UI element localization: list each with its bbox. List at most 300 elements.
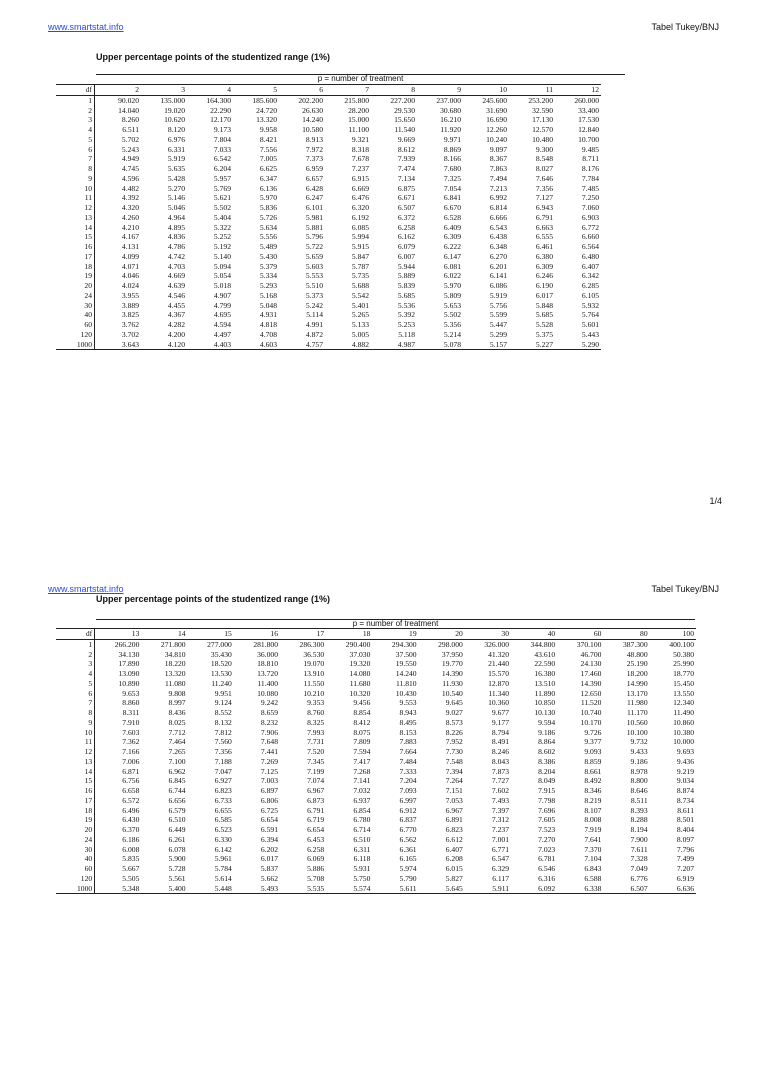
df-cell: 19 (56, 815, 95, 825)
column-header: 18 (326, 629, 372, 640)
table-cell: 5.443 (581, 329, 599, 339)
table-row (56, 340, 601, 350)
table-cell: 387.300 (622, 639, 648, 649)
table-cell: 36.530 (303, 649, 325, 659)
table-cell: 8.346 (584, 786, 602, 796)
table-cell: 6.309 (443, 232, 461, 242)
table-cell: 9.485 (581, 144, 599, 154)
table-cell: 5.493 (234, 884, 280, 894)
table-cell: 135.000 (160, 95, 185, 105)
table-cell: 14.040 (118, 105, 139, 115)
table-cell: 202.200 (298, 95, 323, 105)
table-row (56, 164, 601, 174)
table-cell: 6.780 (353, 815, 371, 825)
table-cell: 10.740 (580, 708, 602, 718)
table-cell: 5.932 (581, 300, 599, 310)
table-cell: 18.520 (210, 659, 232, 669)
table-cell: 5.447 (489, 320, 507, 330)
table-cell: 8.025 (168, 717, 186, 727)
column-header: 11 (509, 85, 555, 96)
table-cell: 9.186 (630, 756, 648, 766)
table-cell: 7.494 (489, 173, 507, 183)
table-cell: 9.951 (214, 688, 232, 698)
table-row (56, 708, 696, 718)
table-cell: 5.046 (167, 203, 185, 213)
table-cell: 7.523 (538, 825, 556, 835)
table-cell: 13.720 (257, 669, 278, 679)
table-cell: 5.994 (351, 232, 369, 242)
table-cell: 6.348 (489, 242, 507, 252)
table-cell: 9.433 (630, 747, 648, 757)
table-cell: 22.290 (210, 105, 231, 115)
table-cell: 5.835 (122, 854, 140, 864)
table-cell: 4.931 (259, 310, 277, 320)
table-cell: 21.440 (488, 659, 510, 669)
table-cell: 5.634 (259, 222, 277, 232)
table-cell: 5.430 (259, 251, 277, 261)
table-cell: 9.093 (584, 747, 602, 757)
table-cell: 271.800 (160, 639, 186, 649)
table-cell: 7.915 (538, 786, 556, 796)
table-cell: 9.034 (676, 776, 694, 786)
table-cell: 5.685 (397, 290, 415, 300)
table-cell: 370.100 (576, 639, 602, 649)
table-row (56, 135, 601, 145)
df-cell: 19 (56, 271, 95, 281)
table-row (56, 845, 696, 855)
table-cell: 7.100 (168, 756, 186, 766)
table-cell: 7.727 (491, 776, 510, 786)
df-cell: 17 (56, 796, 95, 806)
table-row (56, 757, 696, 767)
df-cell: 24 (56, 835, 95, 845)
site-link[interactable]: www.smartstat.info (48, 22, 124, 32)
column-header: 6 (279, 85, 325, 96)
column-header-df: df (56, 85, 95, 96)
table-cell: 7.166 (122, 747, 140, 757)
table-cell: 6.660 (581, 232, 599, 242)
table-cell: 8.913 (305, 134, 323, 144)
table-cell: 12.840 (578, 125, 599, 135)
table-cell: 6.564 (581, 242, 599, 252)
table-cell: 5.448 (188, 884, 234, 894)
table-cell: 7.394 (445, 766, 463, 776)
table-cell: 11.540 (394, 125, 415, 135)
table-cell: 6.162 (397, 232, 415, 242)
table-header-row (56, 629, 696, 640)
table-cell: 6.891 (445, 815, 463, 825)
column-header-df: df (56, 629, 95, 640)
table-cell: 5.784 (214, 864, 232, 874)
table-cell: 6.791 (307, 805, 325, 815)
table-cell: 4.546 (167, 290, 185, 300)
table-cell: 13.320 (164, 669, 186, 679)
table-row (56, 271, 601, 281)
table-cell: 7.356 (535, 183, 553, 193)
table-group-header: p = number of treatment (96, 74, 625, 83)
table-cell: 6.845 (168, 776, 186, 786)
table-cell: 9.693 (676, 747, 694, 757)
table-cell: 8.794 (491, 727, 510, 737)
table-cell: 6.992 (489, 193, 507, 203)
df-cell: 11 (56, 193, 95, 203)
table-cell: 4.046 (121, 271, 139, 281)
table-cell: 8.176 (581, 164, 599, 174)
table-cell: 7.199 (307, 766, 325, 776)
table-cell: 5.265 (351, 310, 369, 320)
table-cell: 7.520 (307, 747, 325, 757)
table-cell: 7.250 (581, 193, 599, 203)
table-cell: 4.669 (167, 271, 185, 281)
df-cell: 8 (56, 708, 95, 718)
table-cell: 6.186 (122, 834, 140, 844)
table-cell: 400.100 (669, 639, 694, 649)
table-row (56, 679, 696, 689)
table-cell: 90.020 (118, 95, 139, 105)
table-cell: 12.170 (210, 115, 231, 125)
table-cell: 6.915 (351, 173, 369, 183)
table-cell: 8.232 (260, 717, 278, 727)
table-cell: 6.912 (399, 805, 417, 815)
table-row (56, 689, 696, 699)
table-cell: 5.750 (353, 873, 371, 883)
table-cell: 8.311 (122, 708, 140, 718)
table-cell: 6.342 (581, 271, 599, 281)
table-cell: 7.906 (260, 727, 278, 737)
df-cell: 5 (56, 679, 95, 689)
table-cell: 8.288 (630, 815, 648, 825)
table-cell: 6.625 (259, 164, 277, 174)
table-cell: 6.316 (538, 873, 556, 883)
table-cell: 6.528 (443, 212, 461, 222)
table-cell: 5.981 (305, 212, 323, 222)
table-cell: 7.812 (214, 727, 232, 737)
column-header: 19 (372, 629, 418, 640)
table-cell: 6.380 (535, 251, 553, 261)
table-cell: 286.300 (299, 639, 325, 649)
column-header: 80 (603, 629, 649, 640)
table-cell: 5.919 (167, 154, 185, 164)
table-cell: 19.070 (303, 659, 325, 669)
table-cell: 4.282 (167, 320, 185, 330)
table-cell: 12.650 (580, 688, 602, 698)
df-cell: 120 (56, 330, 95, 340)
table-cell: 8.859 (584, 756, 602, 766)
table-cell: 10.000 (673, 737, 694, 747)
table-cell: 6.843 (584, 864, 602, 874)
table-row (56, 106, 601, 116)
table-cell: 6.585 (214, 815, 232, 825)
table-cell: 6.258 (397, 222, 415, 232)
table-cell: 8.860 (122, 698, 140, 708)
column-header: 10 (463, 85, 509, 96)
table-cell: 5.827 (445, 873, 463, 883)
table-cell: 5.192 (213, 242, 231, 252)
table-cell: 4.745 (121, 164, 139, 174)
table-cell: 29.530 (394, 105, 415, 115)
table-cell: 5.836 (259, 203, 277, 213)
df-cell: 16 (56, 242, 95, 252)
table-cell: 5.168 (259, 290, 277, 300)
table-cell: 5.735 (351, 271, 369, 281)
table-cell: 6.654 (307, 825, 325, 835)
df-cell: 14 (56, 223, 95, 233)
table-cell: 6.330 (214, 834, 232, 844)
table-cell: 6.873 (307, 795, 325, 805)
table-cell: 24.720 (256, 105, 277, 115)
table-cell: 5.970 (259, 193, 277, 203)
df-cell: 24 (56, 291, 95, 301)
table-cell: 6.572 (122, 795, 140, 805)
table-cell: 6.311 (353, 844, 371, 854)
df-cell: 17 (56, 252, 95, 262)
df-cell: 18 (56, 806, 95, 816)
column-header: 4 (187, 85, 233, 96)
table-cell: 8.075 (353, 727, 371, 737)
df-cell: 3 (56, 115, 95, 125)
table-cell: 11.080 (164, 678, 186, 688)
table-cell: 6.117 (492, 873, 510, 883)
df-cell: 20 (56, 825, 95, 835)
document-page-2 (0, 562, 768, 1074)
table-cell: 4.497 (213, 329, 231, 339)
table-cell: 7.646 (535, 173, 553, 183)
table-cell: 4.964 (167, 212, 185, 222)
column-header: 14 (141, 629, 187, 640)
table-cell: 14.240 (302, 115, 323, 125)
table-cell: 6.897 (260, 786, 278, 796)
table-cell: 5.688 (351, 281, 369, 291)
table-cell: 8.611 (677, 805, 694, 815)
column-header: 60 (557, 629, 603, 640)
table-row (56, 125, 601, 135)
table-cell: 30.680 (440, 105, 461, 115)
table-cell: 5.510 (305, 281, 323, 291)
table-cell: 4.836 (167, 232, 185, 242)
table-cell: 5.489 (259, 242, 277, 252)
table-cell: 7.417 (353, 756, 371, 766)
table-cell: 9.173 (213, 125, 231, 135)
table-cell: 290.400 (345, 639, 371, 649)
table-cell: 4.991 (305, 320, 323, 330)
df-cell: 2 (56, 106, 95, 116)
table-cell: 34.810 (164, 649, 186, 659)
table-cell: 3.889 (121, 300, 139, 310)
table-cell: 185.600 (252, 95, 277, 105)
table-cell: 6.666 (489, 212, 507, 222)
table-cell: 8.612 (397, 144, 415, 154)
table-cell: 10.240 (486, 134, 507, 144)
table-cell: 4.799 (213, 300, 231, 310)
site-link[interactable]: www.smartstat.info (48, 584, 124, 594)
table-cell: 4.024 (121, 281, 139, 291)
table-cell: 6.781 (538, 854, 556, 864)
table-row (56, 330, 601, 340)
table-cell: 6.507 (397, 203, 415, 213)
table-cell: 3.643 (95, 340, 142, 350)
table-cell: 8.646 (630, 786, 648, 796)
table-cell: 6.461 (535, 242, 553, 252)
table-cell: 19.550 (395, 659, 417, 669)
table-cell: 10.080 (257, 688, 278, 698)
table-cell: 4.895 (167, 222, 185, 232)
table-cell: 12.570 (532, 125, 553, 135)
table-cell: 10.620 (164, 115, 185, 125)
table-cell: 9.377 (584, 737, 602, 747)
table-cell: 10.170 (580, 717, 602, 727)
table-cell: 8.548 (535, 154, 553, 164)
df-cell: 40 (56, 854, 95, 864)
table-cell: 7.972 (305, 144, 323, 154)
table-cell: 7.127 (535, 193, 553, 203)
table-cell: 10.100 (626, 727, 648, 737)
table-cell: 7.648 (260, 737, 278, 747)
table-row (56, 815, 696, 825)
table-cell: 5.373 (305, 290, 323, 300)
table-cell: 7.312 (491, 815, 510, 825)
table-cell: 5.769 (213, 183, 231, 193)
table-cell: 6.320 (351, 203, 369, 213)
document-tag: Tabel Tukey/BNJ (651, 584, 719, 594)
table-cell: 31.690 (486, 105, 507, 115)
table-cell: 5.502 (213, 203, 231, 213)
table-cell: 6.523 (214, 825, 232, 835)
table-cell: 5.796 (305, 232, 323, 242)
table-cell: 13.910 (303, 669, 325, 679)
table-cell: 8.153 (399, 727, 417, 737)
table-cell: 22.590 (534, 659, 556, 669)
table-cell: 6.136 (259, 183, 277, 193)
table-cell: 5.944 (397, 261, 415, 271)
table-cell: 294.300 (391, 639, 417, 649)
table-cell: 5.601 (581, 320, 599, 330)
table-cell: 6.085 (351, 222, 369, 232)
table-cell: 8.367 (489, 154, 507, 164)
table-cell: 14.990 (626, 678, 648, 688)
table-cell: 4.200 (167, 329, 185, 339)
table-cell: 6.247 (305, 193, 323, 203)
df-cell: 16 (56, 786, 95, 796)
table-cell: 4.403 (187, 340, 233, 350)
table-cell: 8.043 (491, 756, 510, 766)
table-cell: 5.242 (305, 300, 323, 310)
table-cell: 5.118 (398, 329, 415, 339)
table-cell: 6.329 (491, 864, 510, 874)
table-cell: 5.790 (399, 873, 417, 883)
table-cell: 11.930 (442, 678, 463, 688)
table-cell: 7.804 (213, 134, 231, 144)
table-cell: 5.356 (443, 320, 461, 330)
table-row (56, 252, 601, 262)
table-cell: 4.260 (121, 212, 139, 222)
table-cell: 6.562 (399, 834, 417, 844)
df-cell: 7 (56, 154, 95, 164)
table-cell: 5.809 (443, 290, 461, 300)
df-cell: 40 (56, 310, 95, 320)
table-row (56, 786, 696, 796)
table-cell: 6.190 (535, 281, 553, 291)
table-cell: 5.919 (489, 290, 507, 300)
table-cell: 5.556 (259, 232, 277, 242)
table-cell: 8.421 (259, 134, 277, 144)
table-cell: 7.003 (260, 776, 278, 786)
table-cell: 7.237 (491, 825, 510, 835)
table-cell: 5.635 (167, 164, 185, 174)
table-cell: 6.331 (167, 144, 185, 154)
table-cell: 7.345 (307, 756, 325, 766)
table-cell: 7.493 (491, 795, 510, 805)
table-cell: 8.760 (307, 708, 325, 718)
page-title: Upper percentage points of the studentized range (1%) (96, 52, 331, 62)
table-cell: 8.436 (168, 708, 186, 718)
table-cell: 6.510 (353, 834, 371, 844)
table-cell: 8.386 (538, 756, 556, 766)
table-cell: 7.603 (122, 727, 140, 737)
table-cell: 16.690 (486, 115, 507, 125)
table-cell: 7.049 (630, 864, 648, 874)
table-cell: 11.340 (488, 688, 510, 698)
table-cell: 8.659 (260, 708, 278, 718)
column-header: 30 (465, 629, 511, 640)
table-cell: 7.268 (353, 766, 371, 776)
table-cell: 17.890 (118, 659, 140, 669)
column-header: 2 (95, 85, 142, 96)
table-cell: 6.409 (443, 222, 461, 232)
table-cell: 5.293 (259, 281, 277, 291)
table-cell: 5.553 (305, 271, 323, 281)
table-cell: 3.762 (121, 320, 139, 330)
table-cell: 5.542 (351, 290, 369, 300)
column-header: 8 (371, 85, 417, 96)
table-cell: 6.208 (445, 854, 463, 864)
table-cell: 5.078 (417, 340, 463, 350)
table-cell: 5.702 (121, 134, 139, 144)
table-cell: 6.714 (353, 825, 371, 835)
df-cell: 1 (56, 639, 95, 649)
table-cell: 17.130 (532, 115, 553, 125)
table-cell: 5.915 (351, 242, 369, 252)
table-cell: 6.588 (584, 873, 602, 883)
table-cell: 253.200 (528, 95, 553, 105)
table-row (56, 835, 696, 845)
df-cell: 12 (56, 203, 95, 213)
table-cell: 298.000 (438, 639, 463, 649)
table-cell: 8.978 (630, 766, 648, 776)
table-row (56, 310, 601, 320)
table-cell: 7.006 (122, 756, 140, 766)
df-cell: 12 (56, 747, 95, 757)
table-header-row (56, 85, 601, 96)
table-cell: 7.474 (397, 164, 415, 174)
table-cell: 5.334 (259, 271, 277, 281)
table-cell: 7.151 (445, 786, 463, 796)
table-cell: 6.655 (214, 805, 232, 815)
table-cell: 5.708 (307, 873, 325, 883)
df-cell: 3 (56, 659, 95, 669)
df-cell: 20 (56, 281, 95, 291)
df-cell: 6 (56, 689, 95, 699)
table-row (56, 301, 601, 311)
table-cell: 6.658 (122, 786, 140, 796)
table-cell: 10.700 (578, 134, 599, 144)
table-cell: 4.872 (305, 329, 323, 339)
table-cell: 4.703 (167, 261, 185, 271)
table-cell: 4.167 (121, 232, 139, 242)
table-row (56, 747, 696, 757)
table-cell: 4.757 (279, 340, 325, 350)
table-row (56, 854, 696, 864)
page-title: Upper percentage points of the studentized range (1%) (96, 594, 331, 604)
